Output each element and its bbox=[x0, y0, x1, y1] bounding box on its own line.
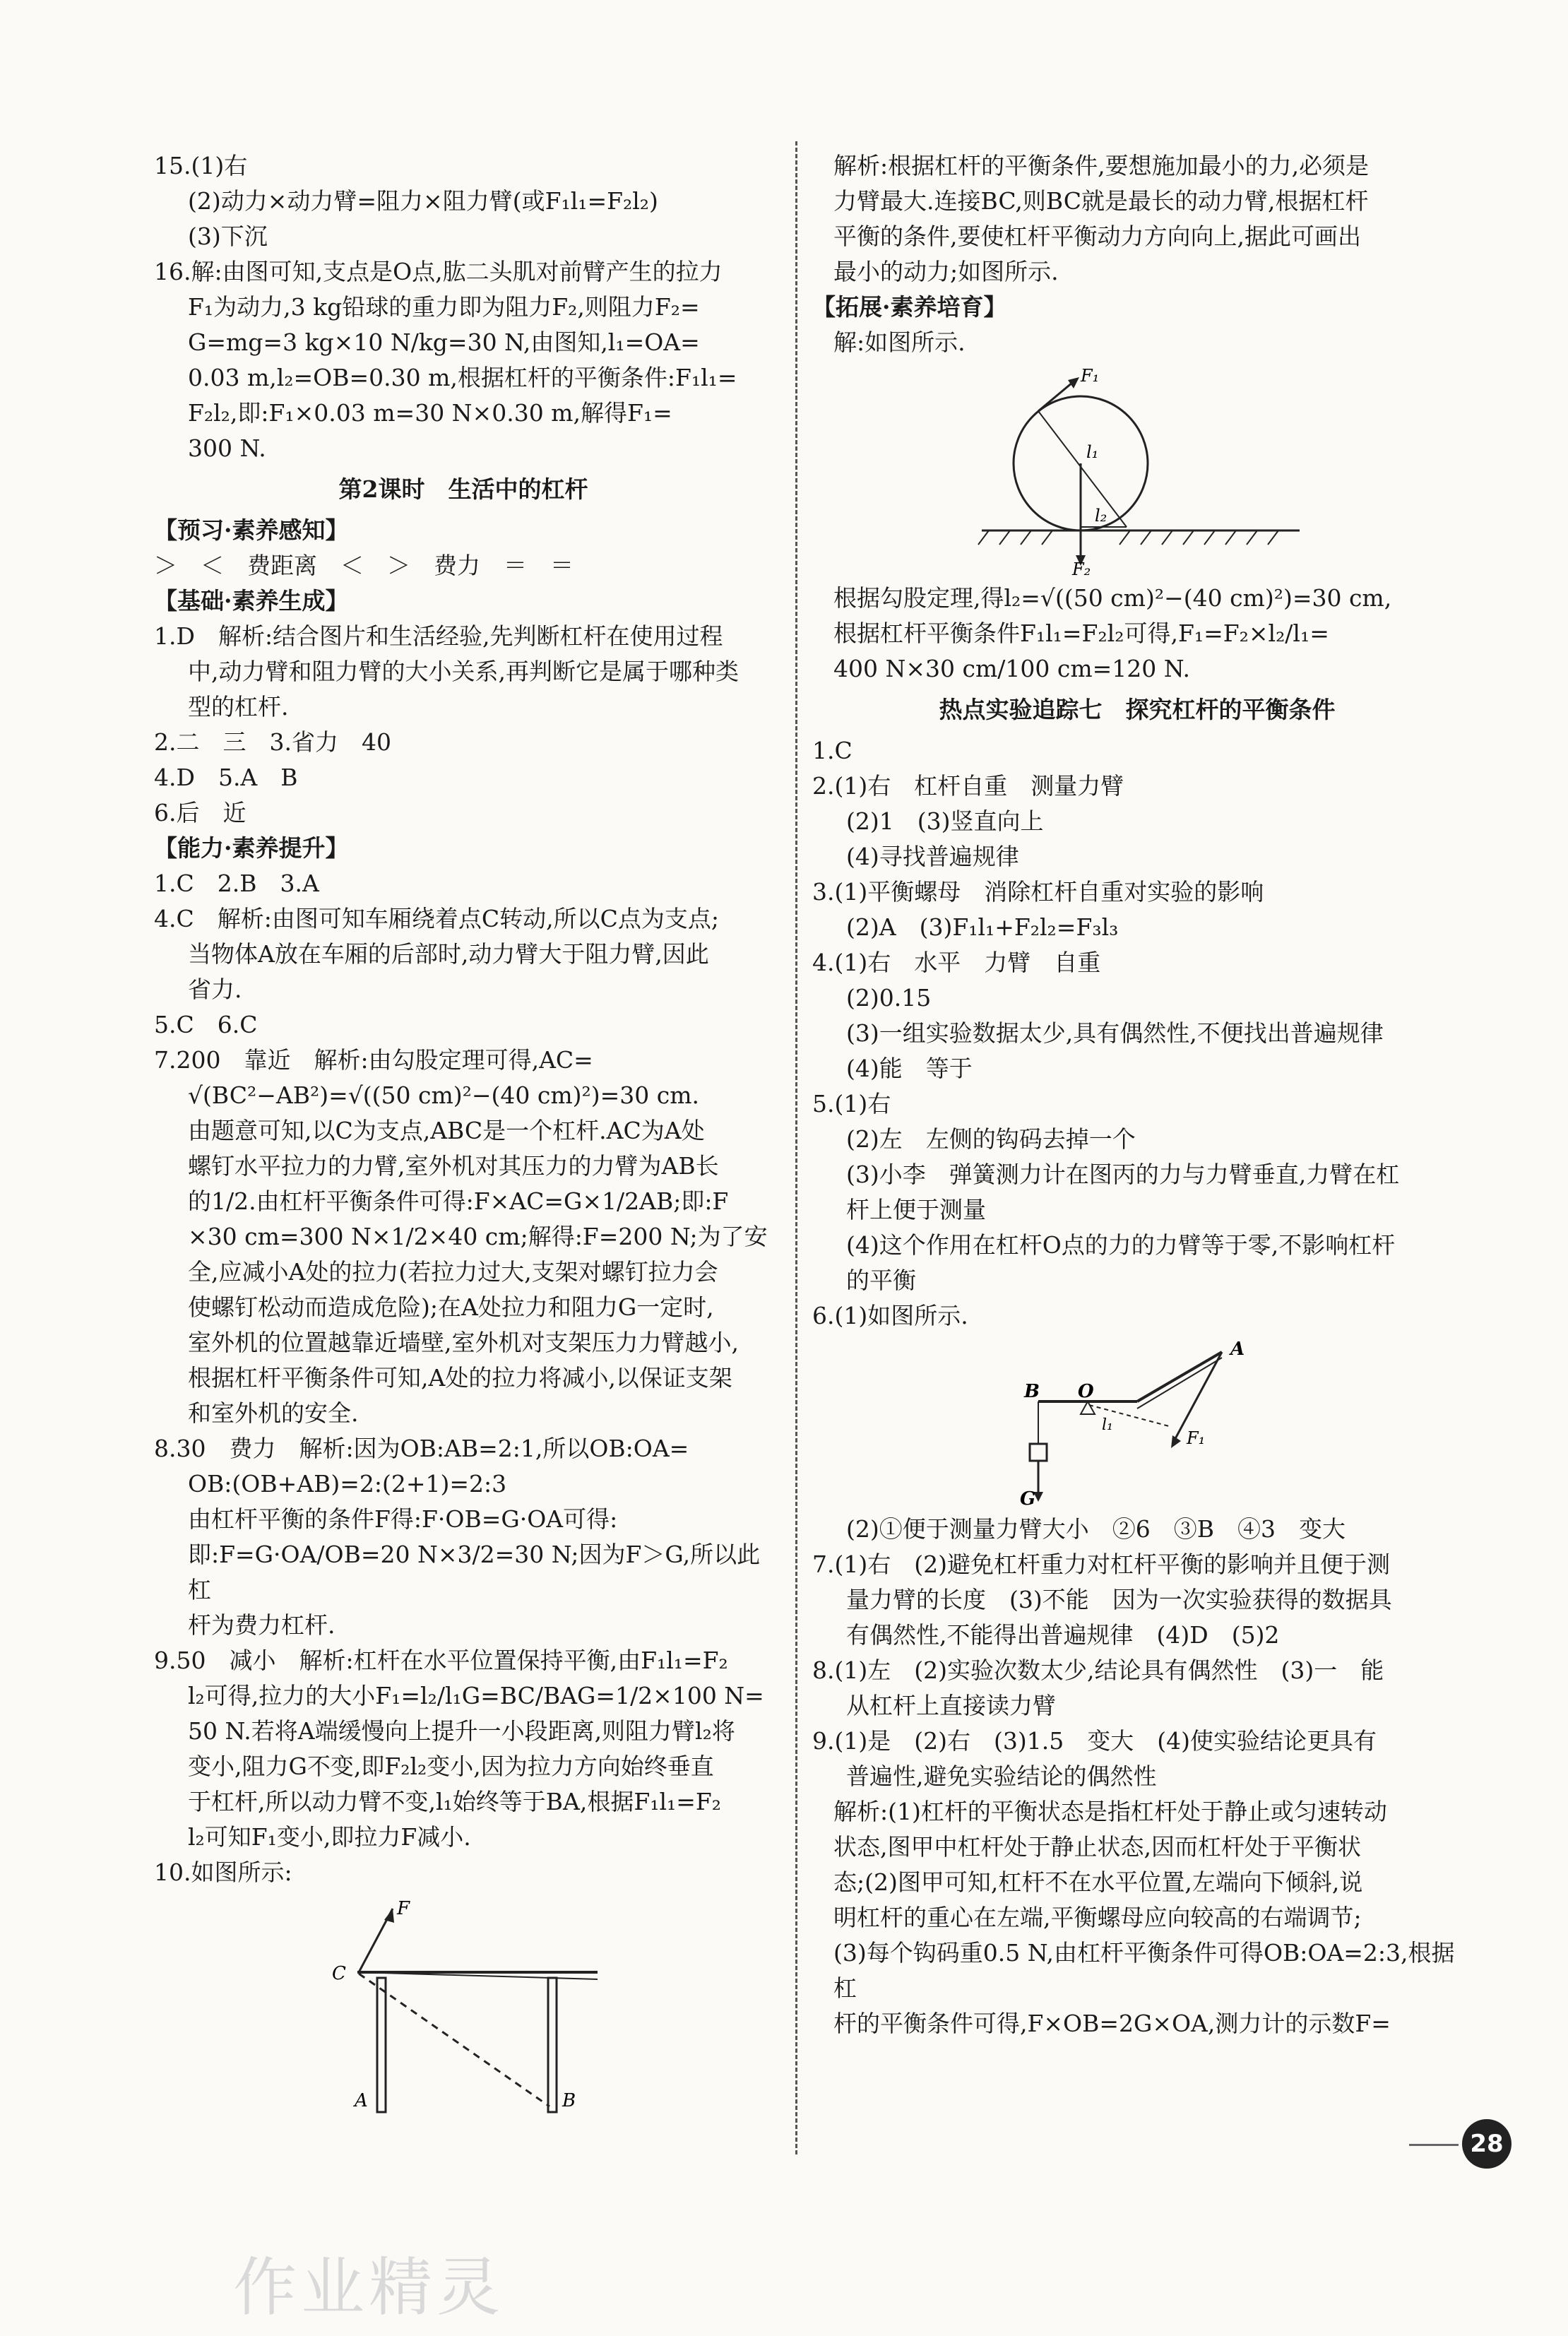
section-header-ability: 【能力·素养提升】 bbox=[154, 834, 349, 862]
exp-answer-9: 9.(1)是 (2)右 (3)1.5 变大 (4)使实验结论更具有 bbox=[812, 1727, 1377, 1755]
analysis-10: 最小的动力;如图所示. bbox=[833, 258, 1059, 285]
ability-answer-9: l₂可知F₁变小,即拉力F减小. bbox=[188, 1823, 471, 1851]
exp-answer-7: 量力臂的长度 (3)不能 因为一次实验获得的数据具 bbox=[846, 1586, 1392, 1613]
wheel-lever-figure bbox=[954, 364, 1321, 576]
exp-answer-5: (3)小李 弹簧测力计在图丙的力与力臂垂直,力臂在杠 bbox=[846, 1161, 1400, 1188]
basic-answer-2-3: 2.二 三 3.省力 40 bbox=[154, 728, 391, 756]
label-F: F bbox=[397, 1898, 410, 1919]
extension-solution: 根据勾股定理,得l₂=√((50 cm)²−(40 cm)²)=30 cm, bbox=[833, 584, 1392, 612]
answer-16-line: G=mg=3 kg×10 N/kg=30 N,由图知,l₁=OA= bbox=[188, 328, 700, 356]
ability-answer-9: 50 N.若将A端缓慢向上提升一小段距离,则阻力臂l₂将 bbox=[188, 1717, 735, 1745]
exp-answer-4: (2)0.15 bbox=[846, 984, 932, 1012]
exp-answer-9: 杆的平衡条件可得,F×OB=2G×OA,测力计的示数F= bbox=[833, 2010, 1391, 2037]
experiment-title: 热点实验追踪七 探究杠杆的平衡条件 bbox=[939, 696, 1336, 723]
ability-answer-7: 根据杠杆平衡条件可知,A处的拉力将减小,以保证支架 bbox=[188, 1364, 732, 1392]
page-number-rule bbox=[1409, 2144, 1459, 2146]
ability-answer-7: √(BC²−AB²)=√((50 cm)²−(40 cm)²)=30 cm. bbox=[188, 1081, 700, 1109]
ability-answer-10: 10.如图所示: bbox=[154, 1858, 292, 1886]
ability-answer-7: 的1/2.由杠杆平衡条件可得:F×AC=G×1/2AB;即:F bbox=[188, 1187, 729, 1215]
analysis-10: 力臂最大.连接BC,则BC就是最长的动力臂,根据杠杆 bbox=[833, 187, 1369, 215]
exp-answer-5: 的平衡 bbox=[846, 1267, 916, 1294]
table-lever-figure bbox=[308, 1895, 619, 2121]
ability-answer-7: 全,应减小A处的拉力(若拉力过大,支架对螺钉拉力会 bbox=[188, 1258, 718, 1286]
label-l1: l₁ bbox=[1102, 1416, 1113, 1434]
label-l2: l₂ bbox=[1095, 506, 1107, 526]
ability-answer-7: 使螺钉松动而造成危险);在A处拉力和阻力G一定时, bbox=[188, 1293, 714, 1321]
label-F1: F₁ bbox=[1081, 366, 1100, 386]
basic-answer-1: 型的杠杆. bbox=[188, 693, 289, 721]
ability-answer-9: 9.50 减小 解析:杠杆在水平位置保持平衡,由F₁l₁=F₂ bbox=[154, 1647, 728, 1674]
exp-answer-4: (3)一组实验数据太少,具有偶然性,不便找出普遍规律 bbox=[846, 1019, 1384, 1047]
label-B: B bbox=[1024, 1381, 1040, 1402]
section-header-basic: 【基础·素养生成】 bbox=[154, 587, 349, 615]
answer-16-line: F₂l₂,即:F₁×0.03 m=30 N×0.30 m,解得F₁= bbox=[188, 399, 672, 427]
extension-solution: 根据杠杆平衡条件F₁l₁=F₂l₂可得,F₁=F₂×l₂/l₁= bbox=[833, 619, 1329, 647]
exp-answer-4: (4)能 等于 bbox=[846, 1055, 973, 1082]
analysis-10: 平衡的条件,要使杠杆平衡动力方向向上,据此可画出 bbox=[833, 223, 1361, 250]
answer-16-line: 16.解:由图可知,支点是O点,肱二头肌对前臂产生的拉力 bbox=[154, 258, 723, 285]
ability-answer-4: 当物体A放在车厢的后部时,动力臂大于阻力臂,因此 bbox=[188, 940, 709, 968]
basic-answer-1: 1.D 解析:结合图片和生活经验,先判断杠杆在使用过程 bbox=[154, 622, 723, 650]
answer-16-line: 300 N. bbox=[188, 434, 266, 462]
exp-answer-9: 解析:(1)杠杆的平衡状态是指杠杆处于静止或匀速转动 bbox=[833, 1798, 1387, 1825]
exp-answer-9: 普遍性,避免实验结论的偶然性 bbox=[846, 1762, 1157, 1790]
preview-answers: ＞ ＜ 费距离 ＜ ＞ 费力 ＝ ＝ bbox=[154, 552, 574, 579]
answer-16-line: 0.03 m,l₂=OB=0.30 m,根据杠杆的平衡条件:F₁l₁= bbox=[188, 364, 737, 391]
label-G: G bbox=[1020, 1488, 1036, 1507]
label-B: B bbox=[562, 2090, 576, 2111]
ability-answer-9: 于杠杆,所以动力臂不变,l₁始终等于BA,根据F₁l₁=F₂ bbox=[188, 1788, 722, 1815]
section-header-preview: 【预习·素养感知】 bbox=[154, 516, 349, 544]
watermark: 作业精灵 bbox=[233, 2251, 504, 2325]
section-header-extension: 【拓展·素养培育】 bbox=[812, 293, 1007, 321]
exp-answer-1: 1.C bbox=[812, 737, 853, 764]
ability-answer-5-6: 5.C 6.C bbox=[154, 1011, 258, 1038]
label-F1: F₁ bbox=[1187, 1428, 1206, 1448]
ability-answer-8: 杆为费力杠杆. bbox=[188, 1611, 335, 1639]
ability-answer-4: 省力. bbox=[188, 976, 242, 1003]
ability-answer-8: 8.30 费力 解析:因为OB:AB=2:1,所以OB:OA= bbox=[154, 1435, 689, 1462]
extension-answer: 解:如图所示. bbox=[833, 328, 966, 356]
ability-answer-7: 由题意可知,以C为支点,ABC是一个杠杆.AC为A处 bbox=[188, 1117, 705, 1144]
basic-answer-1: 中,动力臂和阻力臂的大小关系,再判断它是属于哪种类 bbox=[188, 658, 739, 685]
lesson-title: 第2课时 生活中的杠杆 bbox=[338, 475, 588, 503]
ability-answer-7: 室外机的位置越靠近墙壁,室外机对支架压力力臂越小, bbox=[188, 1329, 739, 1356]
ability-answer-1-3: 1.C 2.B 3.A bbox=[154, 870, 319, 897]
label-A: A bbox=[1230, 1339, 1245, 1360]
exp-answer-2: 2.(1)右 杠杆自重 测量力臂 bbox=[812, 772, 1124, 800]
ability-answer-9: l₂可得,拉力的大小F₁=l₂/l₁G=BC/BAG=1/2×100 N= bbox=[188, 1682, 764, 1709]
exp-answer-8: 从杠杆上直接读力臂 bbox=[846, 1692, 1056, 1719]
exp-answer-9: 态;(2)图甲可知,杠杆不在水平位置,左端向下倾斜,说 bbox=[833, 1868, 1363, 1896]
exp-answer-6: (2)①便于测量力臂大小 ②6 ③B ④3 变大 bbox=[846, 1515, 1346, 1543]
ability-answer-7: ×30 cm=300 N×1/2×40 cm;解得:F=200 N;为了安 bbox=[188, 1223, 768, 1250]
ability-answer-4: 4.C 解析:由图可知车厢绕着点C转动,所以C点为支点; bbox=[154, 905, 719, 932]
exp-answer-5: 杆上便于测量 bbox=[846, 1196, 986, 1223]
answer-15-3: (3)下沉 bbox=[188, 223, 268, 250]
ability-answer-8: 由杠杆平衡的条件F得:F·OB=G·OA可得: bbox=[188, 1505, 618, 1533]
bent-lever-figure bbox=[1010, 1338, 1264, 1507]
answer-15-1: 15.(1)右 bbox=[154, 152, 248, 179]
exp-answer-5: (2)左 左侧的钩码去掉一个 bbox=[846, 1125, 1136, 1153]
exp-answer-3: (2)A (3)F₁l₁+F₂l₂=F₃l₃ bbox=[846, 913, 1119, 941]
exp-answer-9: 状态,图甲中杠杆处于静止状态,因而杠杆处于平衡状 bbox=[833, 1833, 1361, 1861]
ability-answer-8: OB:(OB+AB)=2:(2+1)=2:3 bbox=[188, 1470, 507, 1498]
exp-answer-9: (3)每个钩码重0.5 N,由杠杆平衡条件可得OB:OA=2:3,根据杠 bbox=[833, 1939, 1455, 2002]
label-O: O bbox=[1078, 1381, 1094, 1402]
label-A: A bbox=[355, 2090, 368, 2111]
page-number: 28 bbox=[1462, 2119, 1511, 2169]
exp-answer-7: 有偶然性,不能得出普遍规律 (4)D (5)2 bbox=[846, 1621, 1280, 1649]
ability-answer-7: 7.200 靠近 解析:由勾股定理可得,AC= bbox=[154, 1046, 593, 1074]
answer-15-2: (2)动力×动力臂=阻力×阻力臂(或F₁l₁=F₂l₂) bbox=[188, 187, 658, 215]
exp-answer-5: 5.(1)右 bbox=[812, 1090, 891, 1117]
ability-answer-8: 即:F=G·OA/OB=20 N×3/2=30 N;因为F＞G,所以此杠 bbox=[188, 1541, 761, 1603]
ability-answer-7: 螺钉水平拉力的力臂,室外机对其压力的力臂为AB长 bbox=[188, 1152, 719, 1180]
exp-answer-7: 7.(1)右 (2)避免杠杆重力对杠杆平衡的影响并且便于测 bbox=[812, 1551, 1390, 1578]
exp-answer-5: (4)这个作用在杠杆O点的力的力臂等于零,不影响杠杆 bbox=[846, 1231, 1396, 1259]
exp-answer-9: 明杠杆的重心在左端,平衡螺母应向较高的右端调节; bbox=[833, 1904, 1362, 1931]
right-column bbox=[812, 148, 1462, 2041]
label-C: C bbox=[332, 1963, 346, 1984]
analysis-10: 解析:根据杠杆的平衡条件,要想施加最小的力,必须是 bbox=[833, 152, 1370, 179]
label-l1: l₁ bbox=[1086, 442, 1099, 462]
left-column bbox=[154, 148, 773, 2125]
label-F2: F₂ bbox=[1072, 559, 1091, 576]
basic-answer-4-5: 4.D 5.A B bbox=[154, 764, 298, 791]
exp-answer-2: (4)寻找普遍规律 bbox=[846, 843, 1019, 870]
exp-answer-3: 3.(1)平衡螺母 消除杠杆自重对实验的影响 bbox=[812, 878, 1264, 906]
exp-answer-4: 4.(1)右 水平 力臂 自重 bbox=[812, 949, 1101, 976]
column-divider bbox=[795, 141, 797, 2154]
exp-answer-8: 8.(1)左 (2)实验次数太少,结论具有偶然性 (3)一 能 bbox=[812, 1656, 1384, 1684]
extension-solution: 400 N×30 cm/100 cm=120 N. bbox=[833, 655, 1191, 682]
ability-answer-7: 和室外机的安全. bbox=[188, 1399, 359, 1427]
answer-16-line: F₁为动力,3 kg铅球的重力即为阻力F₂,则阻力F₂= bbox=[188, 293, 700, 321]
ability-answer-9: 变小,阻力G不变,即F₂l₂变小,因为拉力方向始终垂直 bbox=[188, 1753, 714, 1780]
exp-answer-2: (2)1 (3)竖直向上 bbox=[846, 807, 1044, 835]
exp-answer-6: 6.(1)如图所示. bbox=[812, 1302, 968, 1329]
basic-answer-6: 6.后 近 bbox=[154, 799, 247, 826]
